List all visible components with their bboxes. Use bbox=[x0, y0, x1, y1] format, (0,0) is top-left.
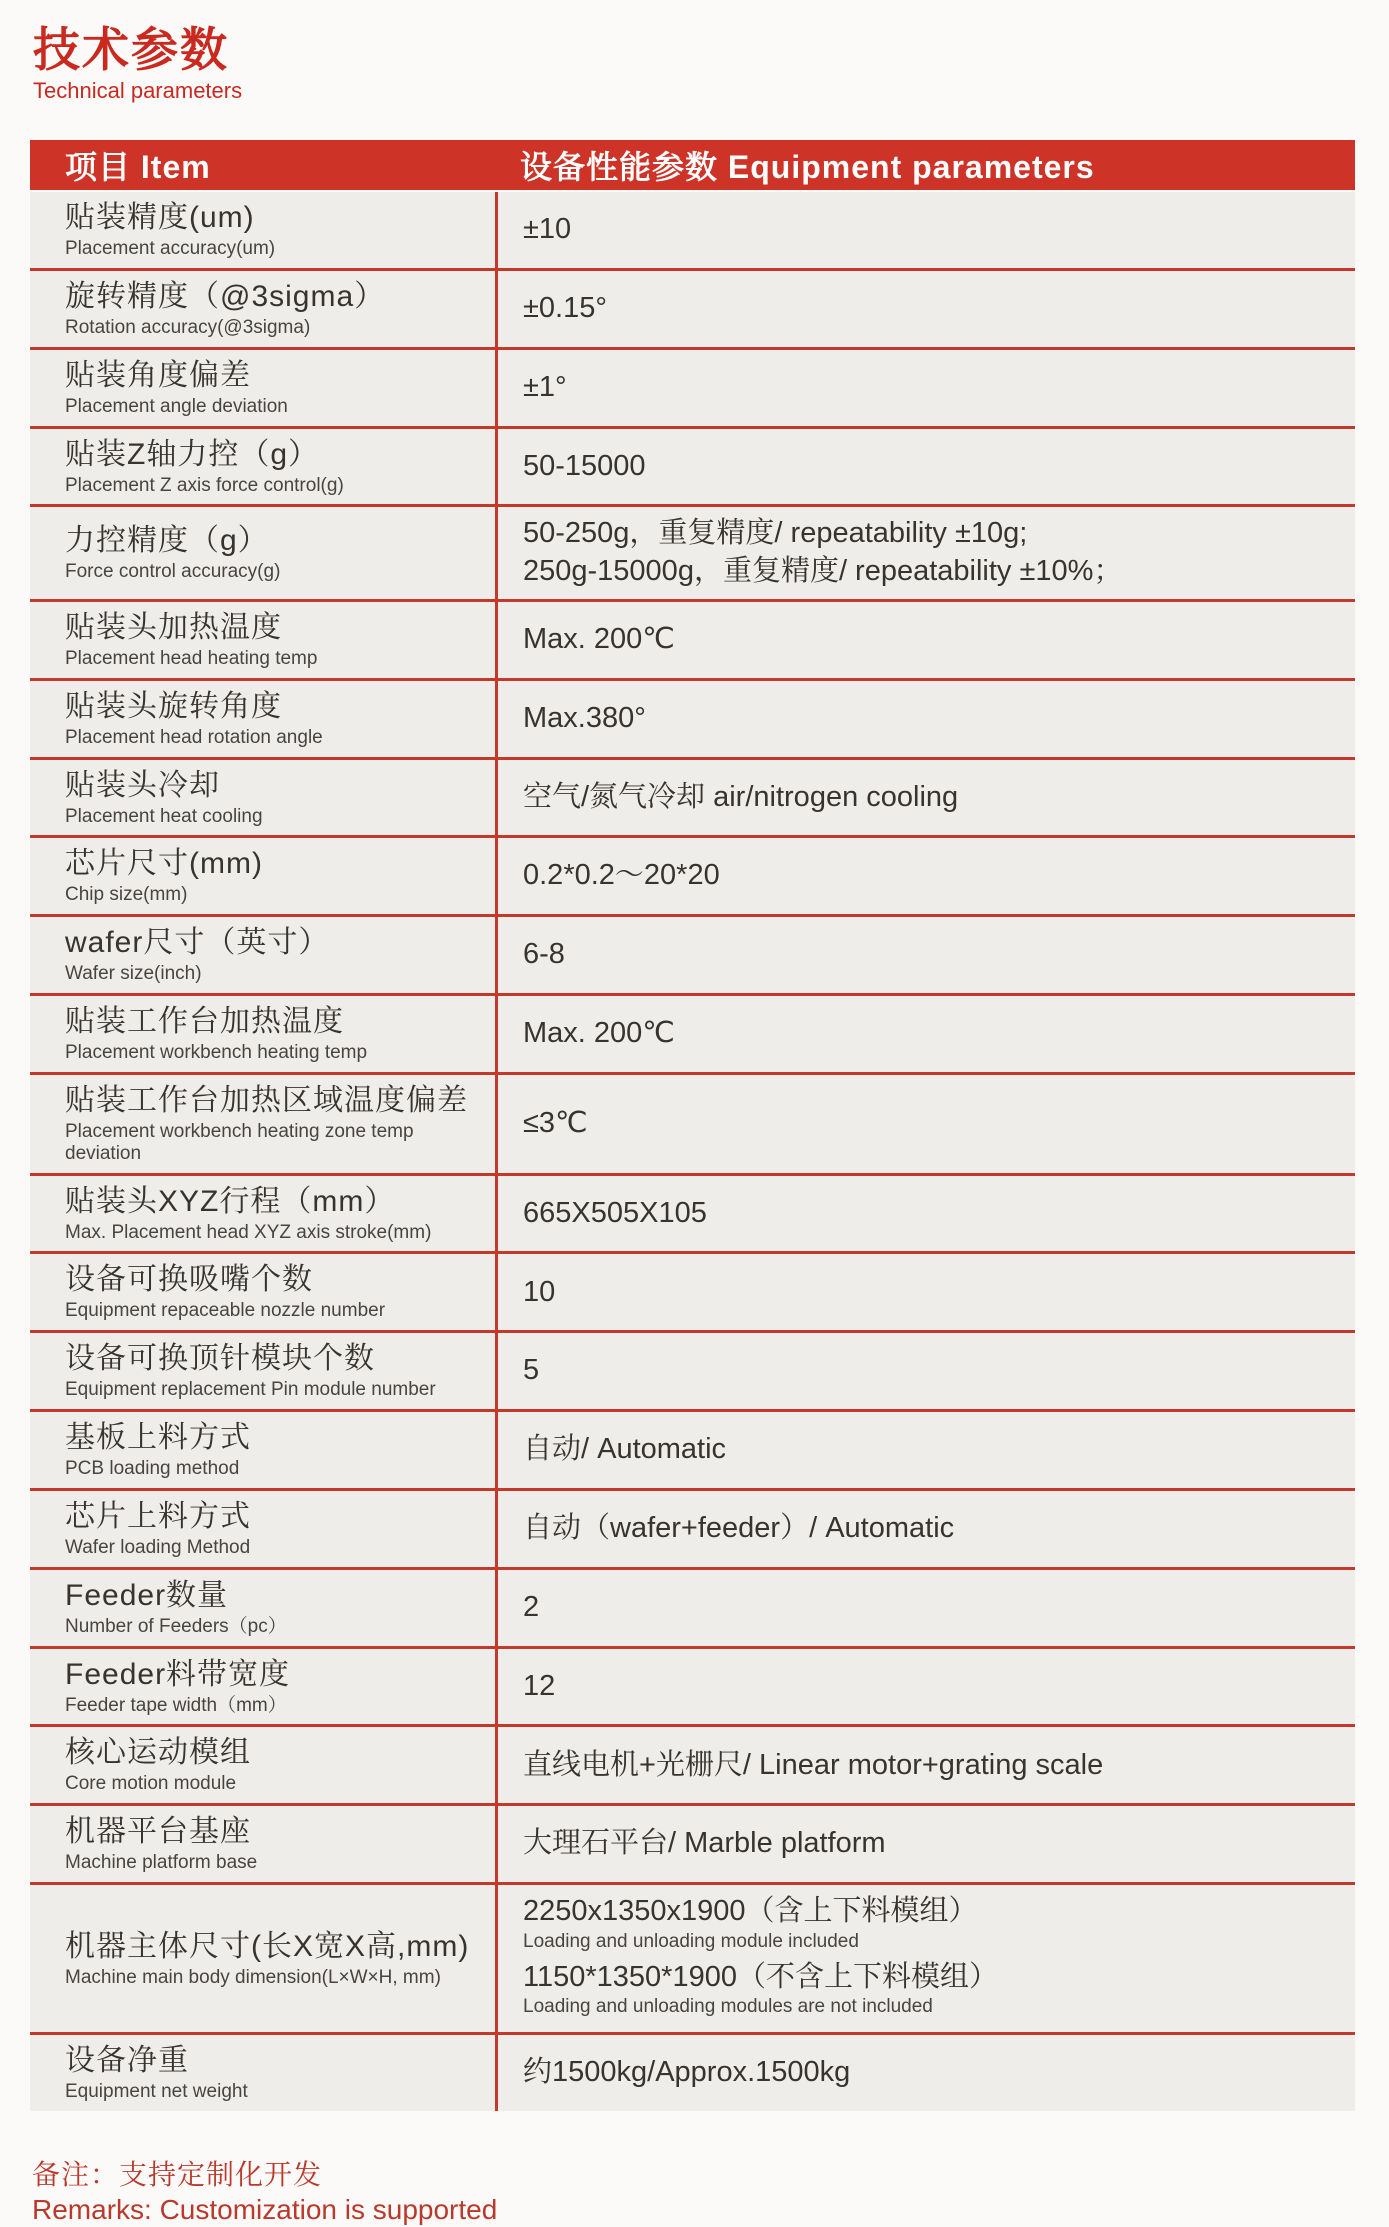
row-label-en: Placement heat cooling bbox=[65, 805, 263, 827]
row-value bbox=[495, 1578, 1355, 1638]
row-label-en: Equipment repaceable nozzle number bbox=[65, 1300, 386, 1322]
column-divider bbox=[495, 192, 498, 2111]
row-label-cell bbox=[30, 1341, 495, 1401]
row-label-zh: 机器主体尺寸(长X宽X高,mm) bbox=[65, 1929, 470, 1963]
table-row bbox=[30, 271, 1355, 350]
row-value bbox=[495, 689, 1355, 749]
row-label-zh: 贴装头旋转角度 bbox=[65, 689, 282, 723]
table-row bbox=[30, 760, 1355, 839]
row-label-cell bbox=[30, 1083, 495, 1165]
row-label-zh: 旋转精度（@3sigma） bbox=[65, 279, 386, 313]
row-label-cell bbox=[30, 1578, 495, 1638]
row-label-en: PCB loading method bbox=[65, 1458, 240, 1480]
value-line: 自动/ Automatic bbox=[523, 1433, 727, 1466]
value-line: Max. 200℃ bbox=[523, 622, 675, 655]
row-label-en: Equipment net weight bbox=[65, 2081, 248, 2103]
row-label-zh: Feeder数量 bbox=[65, 1578, 229, 1612]
table-body bbox=[30, 192, 1355, 2111]
row-label-cell bbox=[30, 610, 495, 670]
row-label-en: Equipment replacement Pin module number bbox=[65, 1379, 436, 1401]
row-label-zh: 贴装头XYZ行程（mm） bbox=[65, 1184, 396, 1218]
row-label-en: Placement angle deviation bbox=[65, 395, 288, 417]
row-label-en: Placement Z axis force control(g) bbox=[65, 474, 344, 496]
value-line: 1150*1350*1900（不含上下料模组） bbox=[523, 1960, 998, 1993]
row-label-en: Placement workbench heating temp bbox=[65, 1042, 368, 1064]
table-header-item: 项目 Item bbox=[65, 149, 211, 186]
row-value bbox=[495, 1262, 1355, 1322]
row-value bbox=[495, 1341, 1355, 1401]
row-label-zh: 芯片尺寸(mm) bbox=[65, 847, 263, 881]
row-label-en: Wafer loading Method bbox=[65, 1536, 251, 1558]
row-label-en: Rotation accuracy(@3sigma) bbox=[65, 316, 311, 338]
table-row bbox=[30, 838, 1355, 917]
table-row bbox=[30, 1333, 1355, 1412]
value-line: 约1500kg/Approx.1500kg bbox=[523, 2056, 851, 2089]
value-line: 10 bbox=[523, 1275, 556, 1308]
table-row bbox=[30, 429, 1355, 508]
row-value bbox=[495, 1083, 1355, 1165]
row-label-cell bbox=[30, 200, 495, 260]
value-line: 2250x1350x1900（含上下料模组） bbox=[523, 1895, 978, 1928]
row-value bbox=[495, 846, 1355, 906]
table-row bbox=[30, 1491, 1355, 1570]
value-line: 665X505X105 bbox=[523, 1196, 707, 1229]
value-line: 6-8 bbox=[523, 938, 565, 971]
row-value bbox=[495, 1814, 1355, 1874]
table-row bbox=[30, 1075, 1355, 1176]
table-row bbox=[30, 1412, 1355, 1491]
row-value bbox=[495, 2043, 1355, 2103]
row-label-zh: wafer尺寸（英寸） bbox=[65, 926, 330, 960]
row-value bbox=[495, 1420, 1355, 1480]
value-line: ±10 bbox=[523, 213, 572, 246]
row-label-en: Core motion module bbox=[65, 1773, 237, 1795]
table-row bbox=[30, 681, 1355, 760]
row-label-zh: 贴装头加热温度 bbox=[65, 610, 282, 644]
value-line: ±0.15° bbox=[523, 292, 607, 324]
value-line: 12 bbox=[523, 1669, 556, 1702]
row-value bbox=[495, 515, 1355, 590]
row-value bbox=[495, 1499, 1355, 1559]
row-label-cell bbox=[30, 1814, 495, 1874]
table-header-row bbox=[30, 140, 1355, 190]
row-label-zh: 芯片上料方式 bbox=[65, 1499, 251, 1533]
row-label-cell bbox=[30, 437, 495, 497]
row-label-cell bbox=[30, 1262, 495, 1322]
value-line: 50-250g，重复精度/ repeatability ±10g; bbox=[523, 517, 1028, 550]
row-label-cell bbox=[30, 1735, 495, 1795]
row-label-cell bbox=[30, 2043, 495, 2103]
value-line: 50-15000 bbox=[523, 449, 646, 482]
value-line: 大理石平台/ Marble platform bbox=[523, 1827, 886, 1860]
row-value bbox=[495, 768, 1355, 828]
row-label-zh: 机器平台基座 bbox=[65, 1815, 251, 1849]
row-label-zh: 基板上料方式 bbox=[65, 1421, 251, 1455]
row-label-cell bbox=[30, 846, 495, 906]
row-value bbox=[495, 1184, 1355, 1244]
row-value bbox=[495, 437, 1355, 497]
value-line: Max. 200℃ bbox=[523, 1017, 675, 1050]
row-label-zh: 设备可换吸嘴个数 bbox=[65, 1263, 313, 1297]
value-line: 直线电机+光栅尺/ Linear motor+grating scale bbox=[523, 1748, 1104, 1781]
row-label-cell bbox=[30, 1499, 495, 1559]
table-row bbox=[30, 2035, 1355, 2111]
row-value bbox=[495, 1657, 1355, 1717]
row-label-zh: 贴装工作台加热区域温度偏差 bbox=[65, 1083, 468, 1117]
row-value bbox=[495, 358, 1355, 418]
row-label-cell bbox=[30, 1420, 495, 1480]
row-value bbox=[495, 610, 1355, 670]
row-label-zh: 设备可换顶针模块个数 bbox=[65, 1342, 375, 1376]
table-row bbox=[30, 996, 1355, 1075]
table-row bbox=[30, 192, 1355, 271]
remark-zh: 备注：支持定制化开发 bbox=[32, 2159, 323, 2191]
row-label-cell bbox=[30, 1893, 495, 2024]
row-label-zh: 贴装Z轴力控（g） bbox=[65, 437, 320, 471]
value-line: Max.380° bbox=[523, 701, 646, 734]
remark-block bbox=[32, 2157, 1355, 2227]
row-value bbox=[495, 200, 1355, 260]
value-line: 250g-15000g，重复精度/ repeatability ±10%； bbox=[523, 555, 1123, 588]
value-line: 5 bbox=[523, 1354, 540, 1387]
row-label-en: Wafer size(inch) bbox=[65, 963, 202, 985]
row-label-cell bbox=[30, 925, 495, 985]
row-label-en: Placement accuracy(um) bbox=[65, 238, 276, 260]
row-label-zh: Feeder料带宽度 bbox=[65, 1657, 291, 1691]
remark-en: Remarks: Customization is supported bbox=[32, 2194, 498, 2226]
row-label-zh: 贴装工作台加热温度 bbox=[65, 1005, 344, 1039]
row-label-cell bbox=[30, 358, 495, 418]
value-line: 2 bbox=[523, 1590, 540, 1623]
row-label-zh: 贴装角度偏差 bbox=[65, 358, 251, 392]
table-row bbox=[30, 1176, 1355, 1255]
row-label-en: Machine main body dimension(L×W×H, mm) bbox=[65, 1966, 441, 1988]
row-label-cell bbox=[30, 1657, 495, 1717]
value-caption: Loading and unloading modules are not included bbox=[523, 1996, 933, 2018]
row-label-zh: 贴装精度(um) bbox=[65, 201, 255, 235]
value-caption: Loading and unloading module included bbox=[523, 1930, 859, 1952]
row-label-cell bbox=[30, 1004, 495, 1064]
row-value bbox=[495, 1893, 1355, 2024]
row-label-en: Feeder tape width（mm） bbox=[65, 1694, 287, 1716]
row-label-en: Max. Placement head XYZ axis stroke(mm) bbox=[65, 1221, 432, 1243]
value-line: ≤3℃ bbox=[523, 1106, 588, 1139]
table-row bbox=[30, 507, 1355, 601]
table-row bbox=[30, 602, 1355, 681]
table-row bbox=[30, 350, 1355, 429]
row-label-en: Number of Feeders（pc） bbox=[65, 1615, 287, 1637]
row-label-cell bbox=[30, 279, 495, 339]
row-label-zh: 设备净重 bbox=[65, 2044, 189, 2078]
row-label-en: Placement head heating temp bbox=[65, 647, 318, 669]
table-row bbox=[30, 1885, 1355, 2035]
row-value bbox=[495, 1004, 1355, 1064]
page-title-zh: 技术参数 bbox=[33, 23, 229, 76]
row-label-cell bbox=[30, 768, 495, 828]
row-value bbox=[495, 279, 1355, 339]
table-row bbox=[30, 1649, 1355, 1728]
row-label-en: Machine platform base bbox=[65, 1852, 258, 1874]
table-header-params: 设备性能参数 Equipment parameters bbox=[520, 149, 1095, 186]
title-block bbox=[33, 24, 1355, 104]
table-row bbox=[30, 917, 1355, 996]
row-label-cell bbox=[30, 689, 495, 749]
value-line: ±1° bbox=[523, 370, 567, 403]
row-label-en: Force control accuracy(g) bbox=[65, 561, 281, 583]
page-title-en: Technical parameters bbox=[33, 77, 243, 103]
row-label-cell bbox=[30, 1184, 495, 1244]
table-row bbox=[30, 1727, 1355, 1806]
spec-table bbox=[30, 140, 1355, 2111]
row-value bbox=[495, 1735, 1355, 1795]
value-line: 空气/氮气冷却 air/nitrogen cooling bbox=[523, 780, 959, 813]
row-label-zh: 核心运动模组 bbox=[65, 1736, 251, 1770]
value-line: 0.2*0.2～20*20 bbox=[523, 859, 720, 892]
table-row bbox=[30, 1806, 1355, 1885]
table-row bbox=[30, 1254, 1355, 1333]
row-label-en: Placement workbench heating zone temp deviation bbox=[65, 1120, 414, 1164]
row-label-en: Placement head rotation angle bbox=[65, 726, 323, 748]
row-label-zh: 贴装头冷却 bbox=[65, 768, 220, 802]
row-label-en: Chip size(mm) bbox=[65, 884, 188, 906]
row-value bbox=[495, 925, 1355, 985]
table-row bbox=[30, 1570, 1355, 1649]
row-label-zh: 力控精度（g） bbox=[65, 524, 269, 558]
row-label-cell bbox=[30, 515, 495, 590]
value-line: 自动（wafer+feeder）/ Automatic bbox=[523, 1512, 955, 1545]
